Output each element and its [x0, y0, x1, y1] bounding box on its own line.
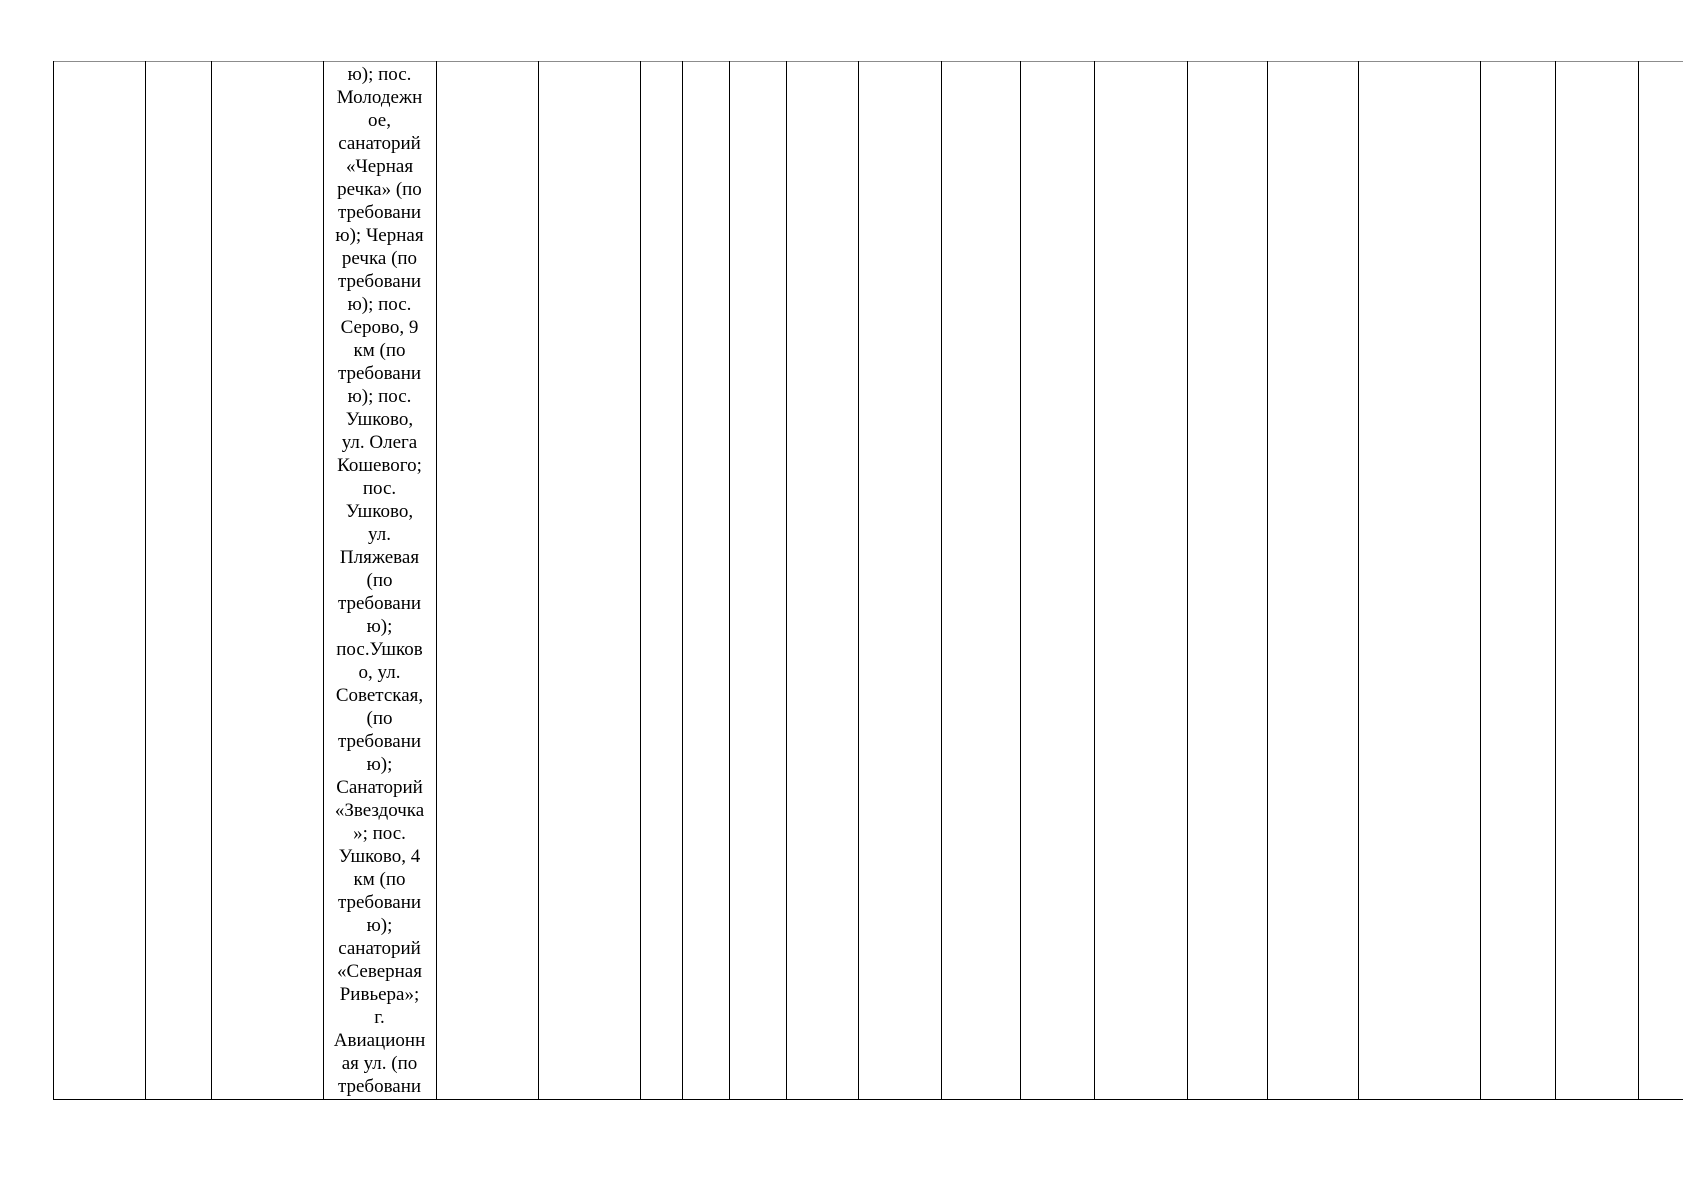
route-stops-line: пос. — [362, 478, 397, 499]
column-border — [786, 61, 787, 1100]
route-stops-line: о, ул. — [358, 662, 401, 683]
column-border — [1480, 61, 1481, 1100]
route-stops-line: »; пос. — [353, 823, 406, 844]
route-stops-line: ул. — [368, 524, 391, 545]
route-stops-line: «Северная — [337, 961, 422, 982]
route-stops-line: ул. Олега — [341, 432, 418, 453]
route-stops-line: «Звездочка — [334, 800, 425, 821]
route-stops-line: пос.Ушков — [336, 639, 423, 660]
route-stops-line: км (по — [353, 869, 406, 890]
route-stops-line: речка (по — [341, 248, 418, 269]
route-stops-line: требовани — [337, 202, 422, 223]
route-stops-line: санаторий — [338, 938, 421, 959]
column-border — [1187, 61, 1188, 1100]
column-border — [729, 61, 730, 1100]
route-stops-line: Ривьера»; — [339, 984, 420, 1005]
route-stops-line: ю); — [366, 915, 393, 936]
route-stops-line: ое, — [368, 110, 391, 131]
route-stops-line: (по — [366, 570, 393, 591]
route-stops-line: г. — [374, 1007, 385, 1028]
column-border — [1094, 61, 1095, 1100]
route-stops-line: км (по — [353, 340, 406, 361]
column-border — [53, 61, 54, 1100]
route-stops-line: Кошевого; — [337, 455, 422, 476]
route-stops-line: Ушково, 4 — [338, 846, 421, 867]
route-stops-line: Ушково, — [345, 409, 414, 430]
route-stops-line: Серово, 9 — [340, 317, 419, 338]
route-stops-line: ю); — [366, 754, 393, 775]
column-border — [211, 61, 212, 1100]
column-border — [858, 61, 859, 1100]
route-stops-line: ю); пос. — [347, 64, 412, 85]
route-stops-line: санаторий — [338, 133, 421, 154]
route-stops-line: требовани — [337, 363, 422, 384]
route-stops-line: ю); пос. — [347, 294, 412, 315]
route-stops-text — [323, 63, 436, 1098]
route-stops-line: Авиационн — [333, 1030, 426, 1051]
table-frame — [53, 61, 1683, 1100]
route-stops-line: речка» (по — [337, 179, 422, 200]
route-stops-line: ю); пос. — [347, 386, 412, 407]
route-stops-line: Ушково, — [345, 501, 414, 522]
column-border — [1020, 61, 1021, 1100]
route-stops-line: Молодежн — [336, 87, 423, 108]
route-stops-line: Пляжевая — [339, 547, 420, 568]
route-stops-line: ю); — [366, 616, 393, 637]
column-border — [436, 61, 437, 1100]
route-stops-line: ая ул. (по — [341, 1053, 418, 1074]
route-stops-cell — [323, 61, 436, 1099]
route-stops-line: требовани — [337, 1076, 422, 1097]
route-stops-line: Санаторий — [336, 777, 423, 798]
route-stops-line: «Черная — [345, 156, 414, 177]
route-stops-line: (по — [366, 708, 393, 729]
column-border — [1638, 61, 1639, 1100]
column-border — [1555, 61, 1556, 1100]
column-border — [145, 61, 146, 1100]
column-border — [640, 61, 641, 1100]
column-border — [682, 61, 683, 1100]
route-stops-line: требовани — [337, 731, 422, 752]
column-border — [1358, 61, 1359, 1100]
column-border — [941, 61, 942, 1100]
column-border — [538, 61, 539, 1100]
route-stops-line: требовани — [337, 271, 422, 292]
route-stops-line: требовани — [337, 892, 422, 913]
route-stops-line: требовани — [337, 593, 422, 614]
column-border — [1267, 61, 1268, 1100]
route-stops-line: ю); Черная — [335, 225, 424, 246]
route-stops-line: Советская, — [335, 685, 424, 706]
